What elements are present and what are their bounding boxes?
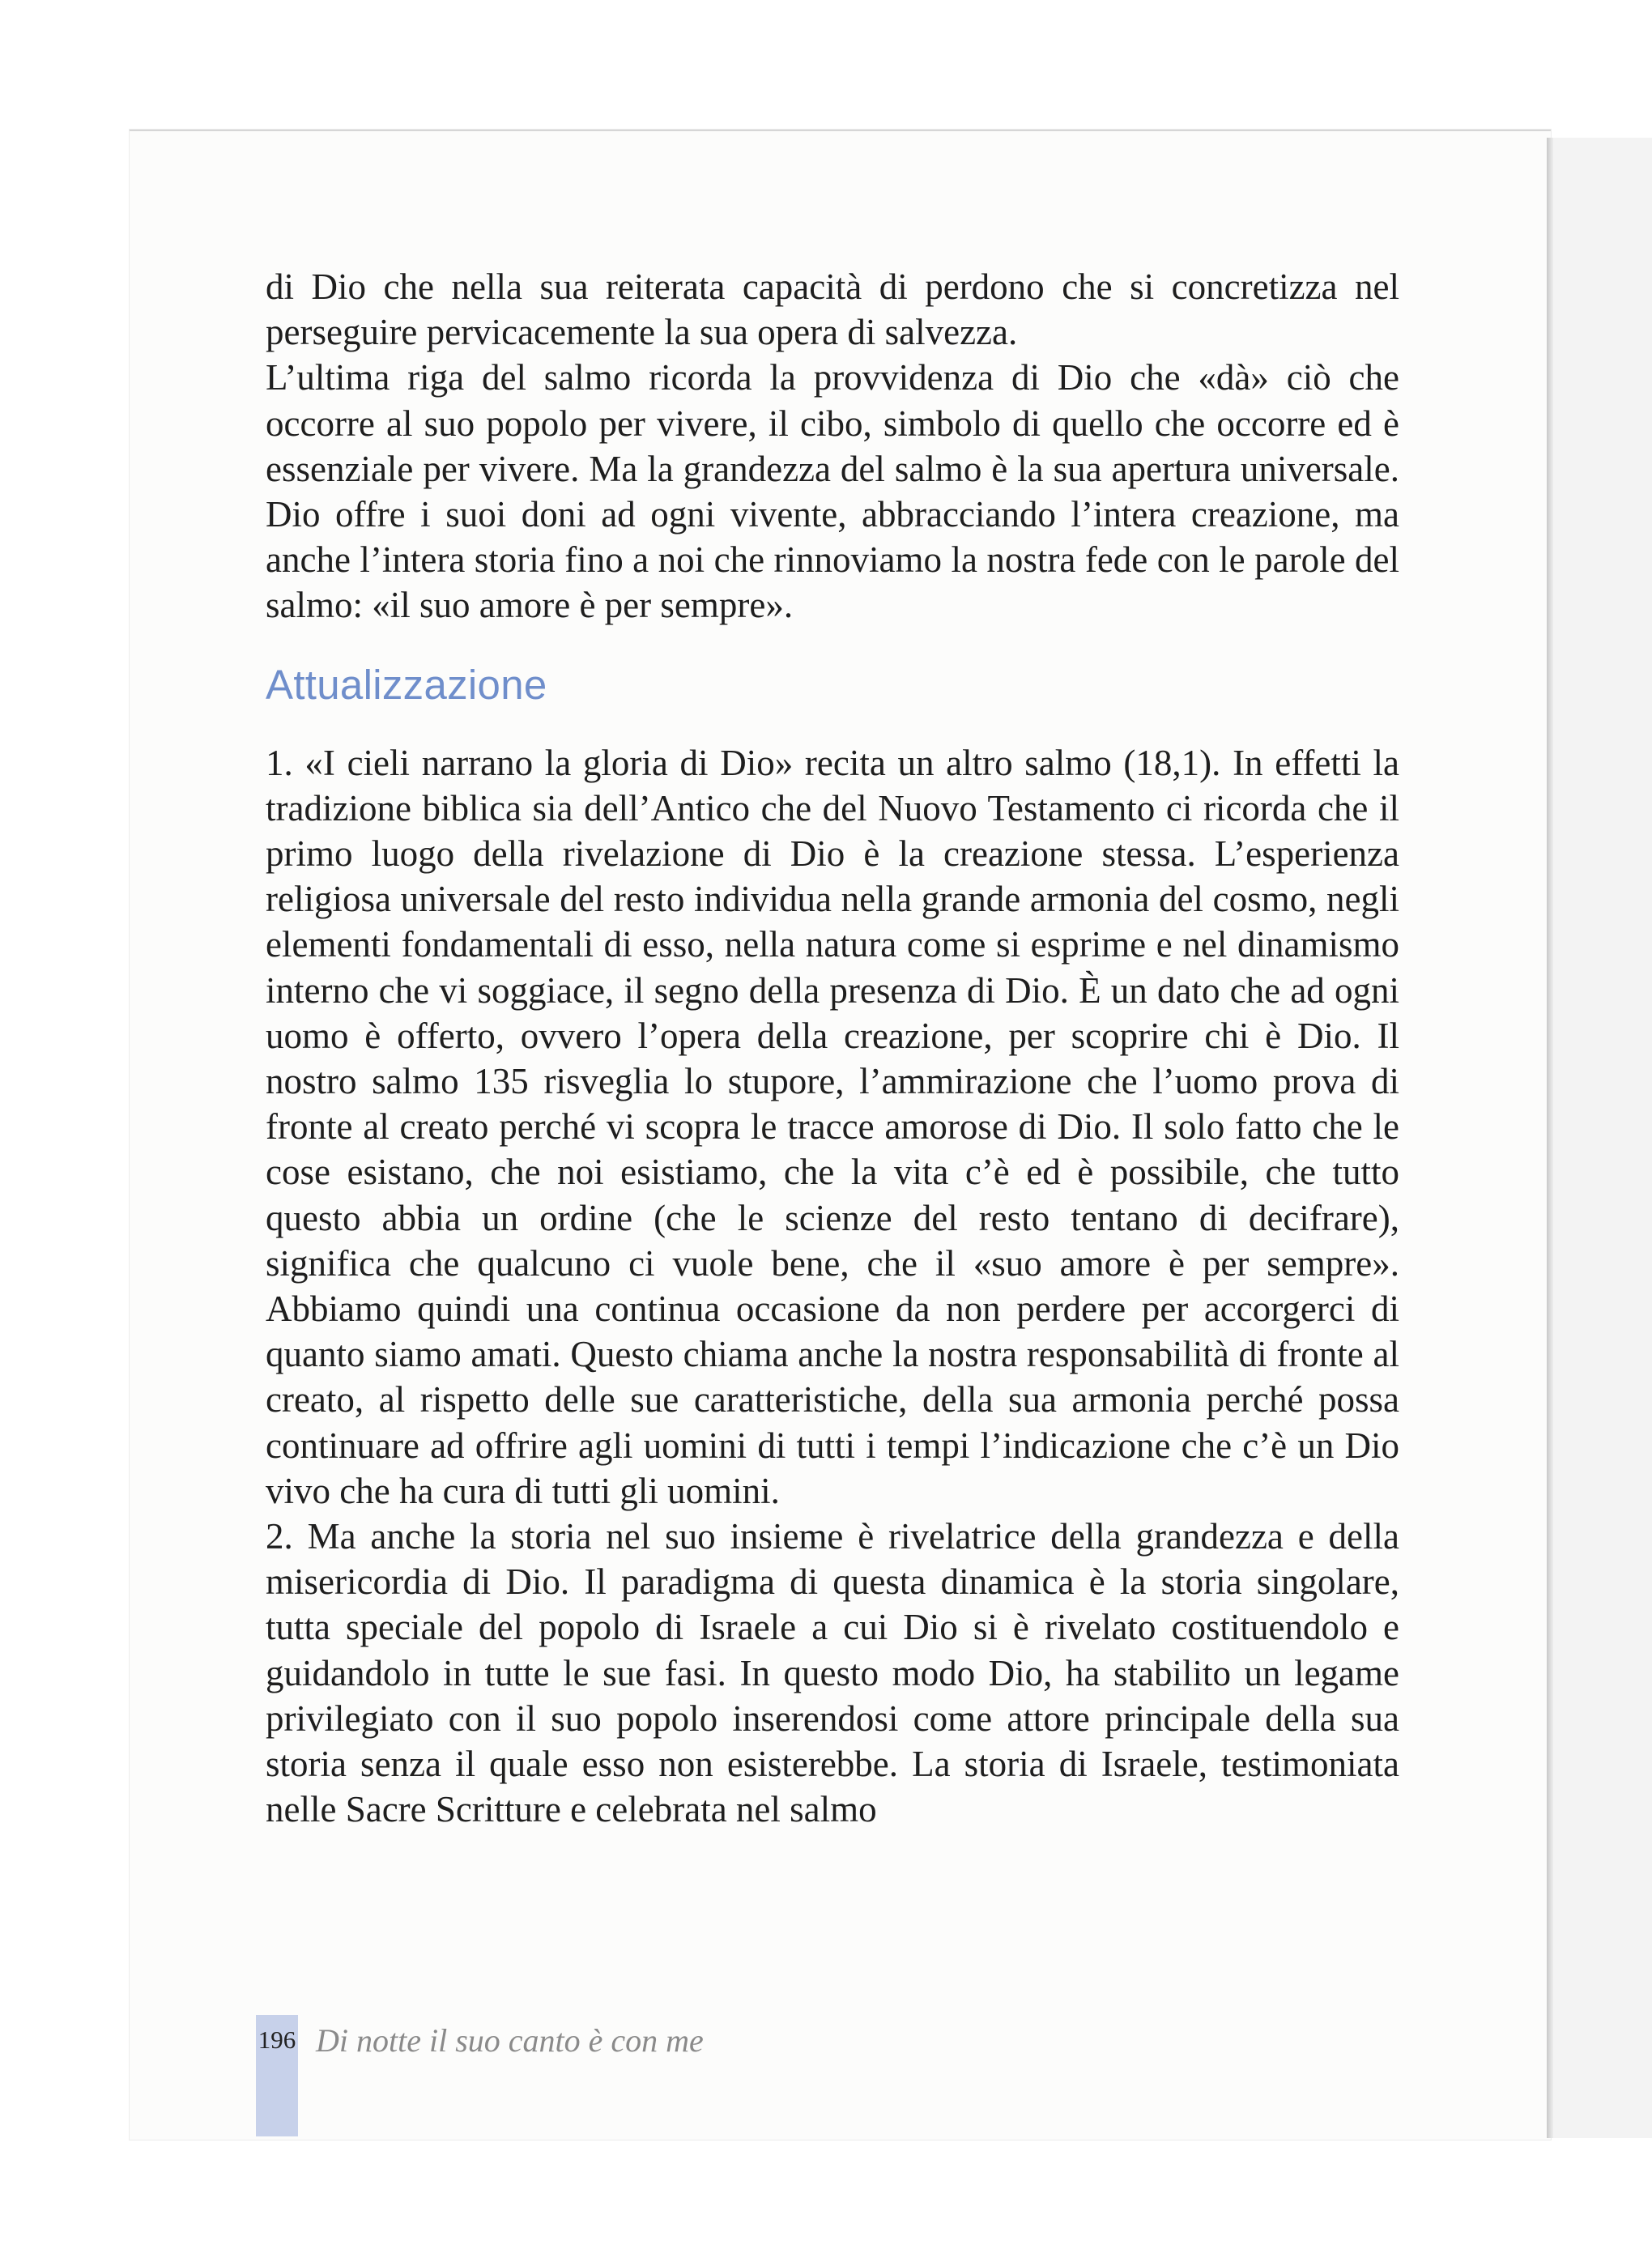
page-footer xyxy=(256,2015,704,2065)
page-text xyxy=(266,264,1399,1833)
book-spine xyxy=(1547,138,1553,2138)
page-number: 196 xyxy=(256,2015,298,2065)
section-heading: Attualizzazione xyxy=(266,661,547,708)
point-2: 2. Ma anche la storia nel suo insieme è rivelatrice della grandezza e della misericordia di Dio. Il paradigma di questa dinamica è la storia singolare, tutta speciale del popolo di Israele a cui Dio si è rivelato costituendolo e guidandolo in tutte le sue fasi. In questo modo Dio, ha stabilito un legame privilegiato con il suo popolo inserendosi come attore principale della sua storia senza il quale esso non esisterebbe. La storia di Israele, testimoniata nelle Sacre Scritture e celebrata nel salmo xyxy=(266,1516,1399,1830)
point-1: 1. «I cieli narrano la gloria di Dio» recita un altro salmo (18,1). In effetti la tradizione biblica sia dell’Antico che del Nuovo Testamento ci ricorda che il primo luogo della rivelazione di Dio è la creazione stessa. L’esperienza religiosa universale del resto individua nella grande armonia del cosmo, negli elementi fondamentali di esso, nella natura come si esprime e nel dinamismo interno che vi soggiace, il segno della presenza di Dio. È un dato che ad ogni uomo è offerto, ovvero l’opera della creazione, per scoprire chi è Dio. Il nostro salmo 135 risveglia lo stupore, l’ammirazione che l’uomo prova di fronte al creato perché vi scopra le tracce amorose di Dio. Il solo fatto che le cose esistano, che noi esistiamo, che la vita c’è ed è possibile, che tutto questo abbia un ordine (che le scienze del resto tentano di decifrare), significa che qualcuno ci vuole bene, che il «suo amore è per sempre». Abbiamo quindi una continua occasione da non perdere per accorgerci di quanto siamo amati. Questo chiama anche la nostra responsabilità di fronte al creato, al rispetto delle sue caratteristiche, della sua armonia perché possa continuare ad offrire agli uomini di tutti i tempi l’indicazione che c’è un Dio vivo che ha cura di tutti gli uomini. xyxy=(266,742,1399,1511)
facing-page-edge xyxy=(1553,138,1652,2138)
paragraph: L’ultima riga del salmo ricorda la provvidenza di Dio che «dà» ciò che occorre al suo popolo per vivere, il cibo, simbolo di quello che occorre ed è essenziale per vivere. Ma la grandezza del salmo è la sua apertura universale. Dio offre i suoi doni ad ogni vivente, abbracciando l’intera creazione, ma anche l’intera storia fino a noi che rinnoviamo la nostra fede con le parole del salmo: «il suo amore è per sempre». xyxy=(266,357,1399,626)
running-title: Di notte il suo canto è con me xyxy=(316,2021,704,2059)
edge-color-tab xyxy=(256,2065,298,2136)
paragraph: di Dio che nella sua reiterata capacità di perdono che si concretizza nel perseguire pervicacemente la sua opera di salvezza. xyxy=(266,266,1399,353)
